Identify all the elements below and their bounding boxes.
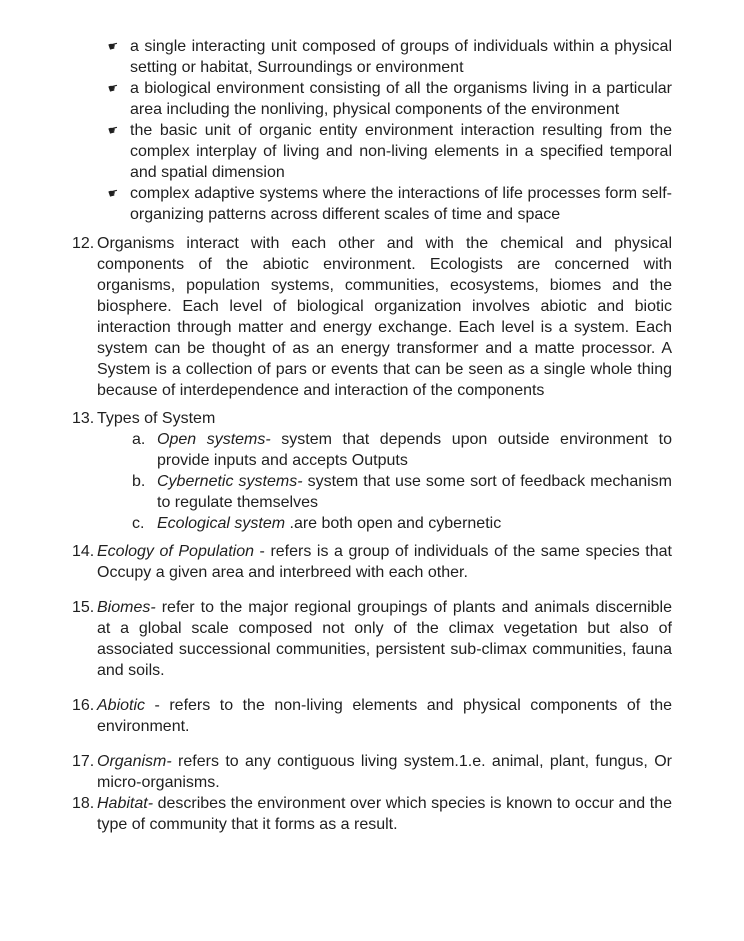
item-number: 13.	[72, 410, 95, 427]
bullet-text: a biological environment consisting of all the organisms living in a particular area including the nonliving, physical components of the environment	[130, 80, 672, 118]
item-number: 17.	[72, 753, 95, 770]
term-italic: Habitat-	[97, 795, 154, 812]
item-number: 14.	[72, 543, 95, 560]
sub-item-text	[157, 429, 672, 471]
bullet-text: the basic unit of organic entity environment interaction resulting from the complex interplay of living and non-living elements in a specified temporal and spatial dimension	[130, 122, 672, 181]
list-item-12	[72, 233, 672, 401]
sub-item-a	[97, 429, 672, 471]
bullet-text: complex adaptive systems where the interactions of life processes form self- organizing patterns across different scales of time and space	[130, 185, 672, 223]
item-title: Types of System	[97, 410, 216, 427]
item-number: 15.	[72, 599, 95, 616]
list-item-16	[72, 695, 672, 737]
bullet-text: a single interacting unit composed of groups of individuals within a physical setting or habitat, Surroundings or environment	[130, 38, 672, 76]
term-italic: Open systems-	[157, 431, 271, 448]
sub-item-b	[97, 471, 672, 513]
definition-text: describes the environment over which species is known to occur and the type of community that it forms as a result.	[97, 795, 672, 833]
sub-item-text	[157, 471, 672, 513]
pointing-finger-icon: ☛	[106, 37, 121, 55]
term-italic: Ecology of Population	[97, 543, 254, 560]
item-text	[97, 751, 672, 793]
item-number: 12.	[72, 235, 95, 252]
list-item-15	[72, 597, 672, 681]
sub-item-letter: b.	[132, 473, 146, 490]
term-italic: Abiotic	[97, 697, 146, 714]
definition-text: system that use some sort of feedback mechanism to regulate themselves	[157, 473, 672, 511]
list-item-14	[72, 541, 672, 583]
pointing-finger-icon: ☛	[106, 121, 121, 139]
bullet-item	[72, 120, 672, 183]
item-text	[97, 793, 672, 835]
list-item-18	[72, 793, 672, 835]
sub-item-text	[157, 513, 672, 534]
item-text	[97, 597, 672, 681]
pointing-finger-icon: ☛	[106, 184, 121, 202]
bullet-item	[72, 36, 672, 78]
item-text	[97, 695, 672, 737]
sub-item-c	[97, 513, 672, 534]
bullet-item	[72, 183, 672, 225]
list-item-17	[72, 751, 672, 793]
sub-item-letter: a.	[132, 431, 146, 448]
bullet-item	[72, 78, 672, 120]
term-italic: Biomes-	[97, 599, 156, 616]
list-item-13	[72, 408, 672, 534]
definition-text: system that depends upon outside environment to provide inputs and accepts Outputs	[157, 431, 672, 469]
definition-text: - refers is a group of individuals of the same species that Occupy a given area and interbreed with each other.	[97, 543, 672, 581]
term-italic: Ecological system	[157, 515, 286, 532]
definition-text: refers to any contiguous living system.1.e. animal, plant, fungus, Or micro-organisms.	[97, 753, 672, 791]
pointing-finger-icon: ☛	[106, 79, 121, 97]
definition-text: - refers to the non-living elements and physical components of the environment.	[97, 697, 672, 735]
term-italic: Organism-	[97, 753, 172, 770]
term-italic: Cybernetic systems-	[157, 473, 303, 490]
item-number: 18.	[72, 795, 95, 812]
bullet-list	[72, 36, 672, 225]
item-number: 16.	[72, 697, 95, 714]
item-text: Organisms interact with each other and with the chemical and physical components of the abiotic environment. Ecologists are concerned with organisms, population systems, communities, ecosystems, biomes and the biosphere. Each level of biological organization involves abiotic and biotic interaction through matter and energy exchange. Each level is a system. Each system can be thought of as an energy transformer and a matte processor. A System is a collection of pars or events that can be seen as a single whole thing because of interdependence and interaction of the components	[97, 235, 672, 399]
definition-text: refer to the major regional groupings of plants and animals discernible at a global scale composed not only of the climax vegetation but also of associated successional communities, persistent sub-climax communities, fauna and soils.	[97, 599, 672, 679]
page-content	[72, 36, 672, 835]
sub-item-letter: c.	[132, 515, 145, 532]
item-text	[97, 541, 672, 583]
definition-text: .are both open and cybernetic	[285, 515, 502, 532]
